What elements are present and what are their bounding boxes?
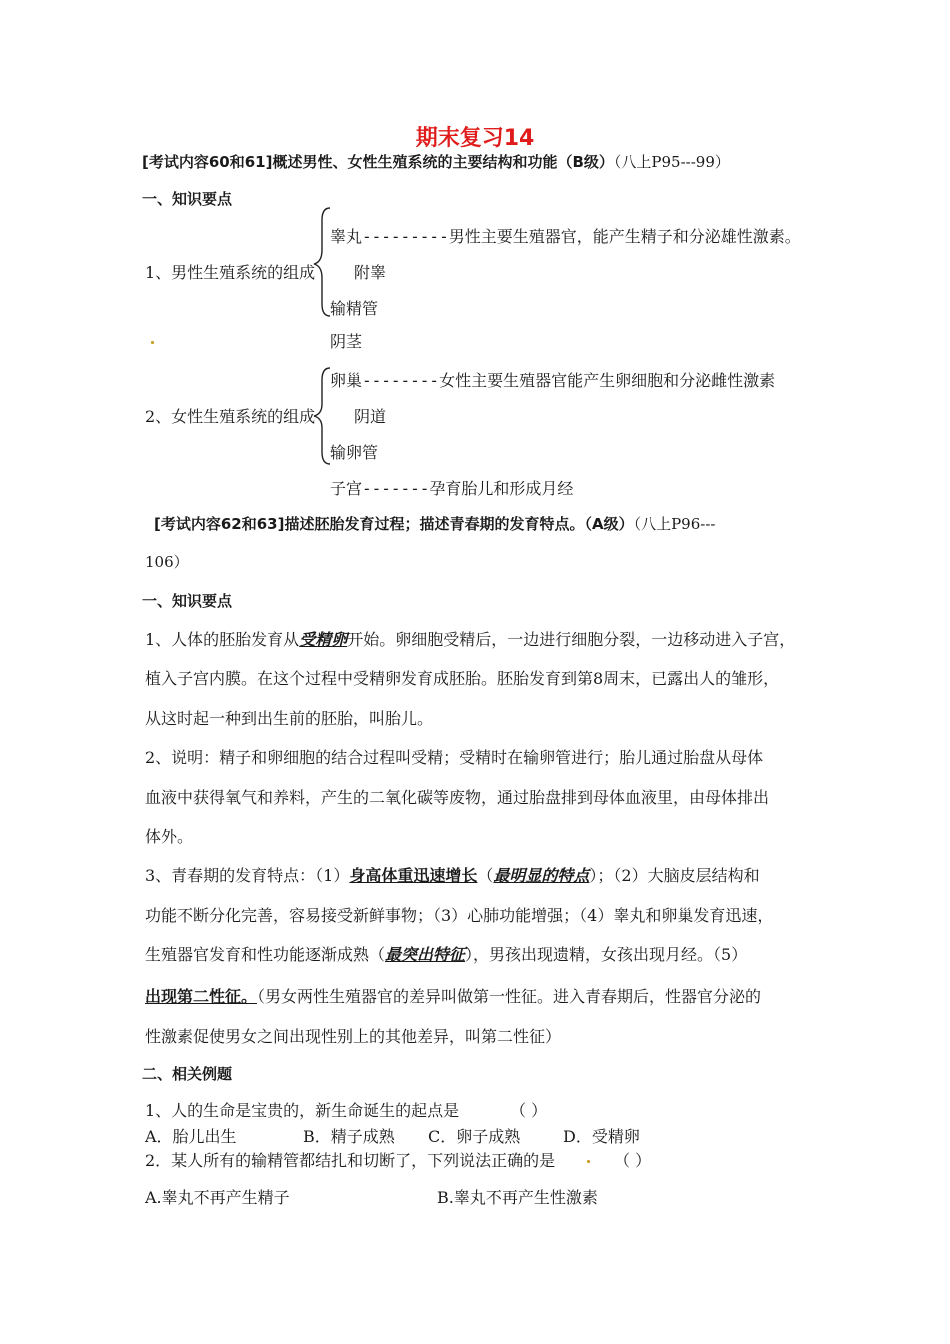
female-item-ovary: 卵巢--------女性主要生殖器官能产生卵细胞和分泌雌性激素	[330, 371, 776, 390]
section1-header-ref: （八上P95---99）	[613, 153, 730, 171]
question-2-answer-blank: （ ）	[614, 1151, 652, 1170]
para3-line1: 3、青春期的发育特点：（1）身高体重迅速增长（最明显的特点）；（2）大脑皮层结构和	[145, 866, 760, 885]
section2-header-title: [考试内容62和63]描述胚胎发育过程；描述青春期的发育特点。（A级）	[154, 515, 634, 533]
male-item-testis: 睾丸---------男性主要生殖器官，能产生精子和分泌雄性激素。	[330, 227, 801, 246]
question-2-option-b: B.睾丸不再产生性激素	[437, 1188, 598, 1207]
para3-key-point-1: 身高体重迅速增长	[349, 866, 478, 885]
male-item-vas-deferens: 输精管	[330, 299, 379, 318]
female-system-label: 2、女性生殖系统的组成	[145, 407, 316, 426]
male-item-epididymis: 附睾	[354, 263, 387, 282]
para1-emphasis: 受精卵	[299, 630, 348, 649]
para2-line3: 体外。	[145, 827, 194, 846]
male-item-penis: 阴茎	[330, 332, 363, 351]
male-system-label: 1、男性生殖系统的组成	[145, 263, 316, 282]
section1-knowledge-heading: 一、知识要点	[142, 190, 233, 208]
para3-line2: 功能不断分化完善，容易接受新鲜事物；（3）心肺功能增强；（4）睾丸和卵巢发育迅速，	[145, 906, 774, 925]
question-2-stem: 2．某人所有的输精管都结扎和切断了，下列说法正确的是	[145, 1151, 556, 1170]
question-1-answer-blank: （ ）	[510, 1101, 548, 1120]
section2-header-ref: （八上P96---	[633, 515, 716, 533]
para3-key-note-2: 最突出特征	[385, 945, 466, 964]
examples-heading: 二、相关例题	[142, 1065, 233, 1083]
question-1-option-d: D．受精卵	[563, 1127, 640, 1146]
page-title: 期末复习14	[415, 126, 535, 151]
para2-line2: 血液中获得氧气和养料，产生的二氧化碳等废物，通过胎盘排到母体血液里，由母体排出	[145, 788, 770, 807]
section2-header-ref-cont: 106）	[145, 553, 189, 571]
para3-line5: 性激素促使男女之间出现性别上的其他差异，叫第二性征）	[145, 1027, 562, 1046]
para3-key-note-1: 最明显的特点	[493, 866, 590, 885]
para2-line1: 2、说明：精子和卵细胞的结合过程叫受精；受精时在输卵管进行；胎儿通过胎盘从母体	[145, 748, 764, 767]
question-1-option-c: C．卵子成熟	[428, 1127, 521, 1146]
stray-mark-2	[587, 1160, 590, 1163]
para1-line2: 植入子宫内膜。在这个过程中受精卵发育成胚胎。胚胎发育到第8周末，已露出人的雏形，	[145, 669, 780, 688]
para3-key-point-2: 出现第二性征。	[145, 987, 258, 1006]
section2-knowledge-heading: 一、知识要点	[142, 592, 233, 610]
question-1-option-a: A．胎儿出生	[145, 1127, 237, 1146]
question-2-option-a: A.睾丸不再产生精子	[145, 1188, 290, 1207]
para1-line3: 从这时起一种到出生前的胚胎，叫胎儿。	[145, 709, 434, 728]
female-item-vagina: 阴道	[354, 407, 387, 426]
para3-line4: 出现第二性征。（男女两性生殖器官的差异叫做第一性征。进入青春期后，性器官分泌的	[145, 987, 762, 1006]
para3-line3: 生殖器官发育和性功能逐渐成熟（最突出特征），男孩出现遗精，女孩出现月经。（5）	[145, 945, 748, 964]
para1-line1: 1、人体的胚胎发育从受精卵开始。卵细胞受精后，一边进行细胞分裂，一边移动进入子宫，	[145, 630, 796, 649]
question-1-option-b: B．精子成熟	[303, 1127, 395, 1146]
female-item-uterus: 子宫-------孕育胎儿和形成月经	[330, 479, 574, 498]
female-item-oviduct: 输卵管	[330, 443, 379, 462]
section1-header-title: [考试内容60和61]概述男性、女性生殖系统的主要结构和功能（B级）	[142, 153, 614, 171]
question-1-stem: 1、人的生命是宝贵的，新生命诞生的起点是	[145, 1101, 460, 1120]
section2-header	[154, 513, 715, 534]
section1-header	[142, 151, 730, 172]
stray-mark	[151, 341, 154, 344]
